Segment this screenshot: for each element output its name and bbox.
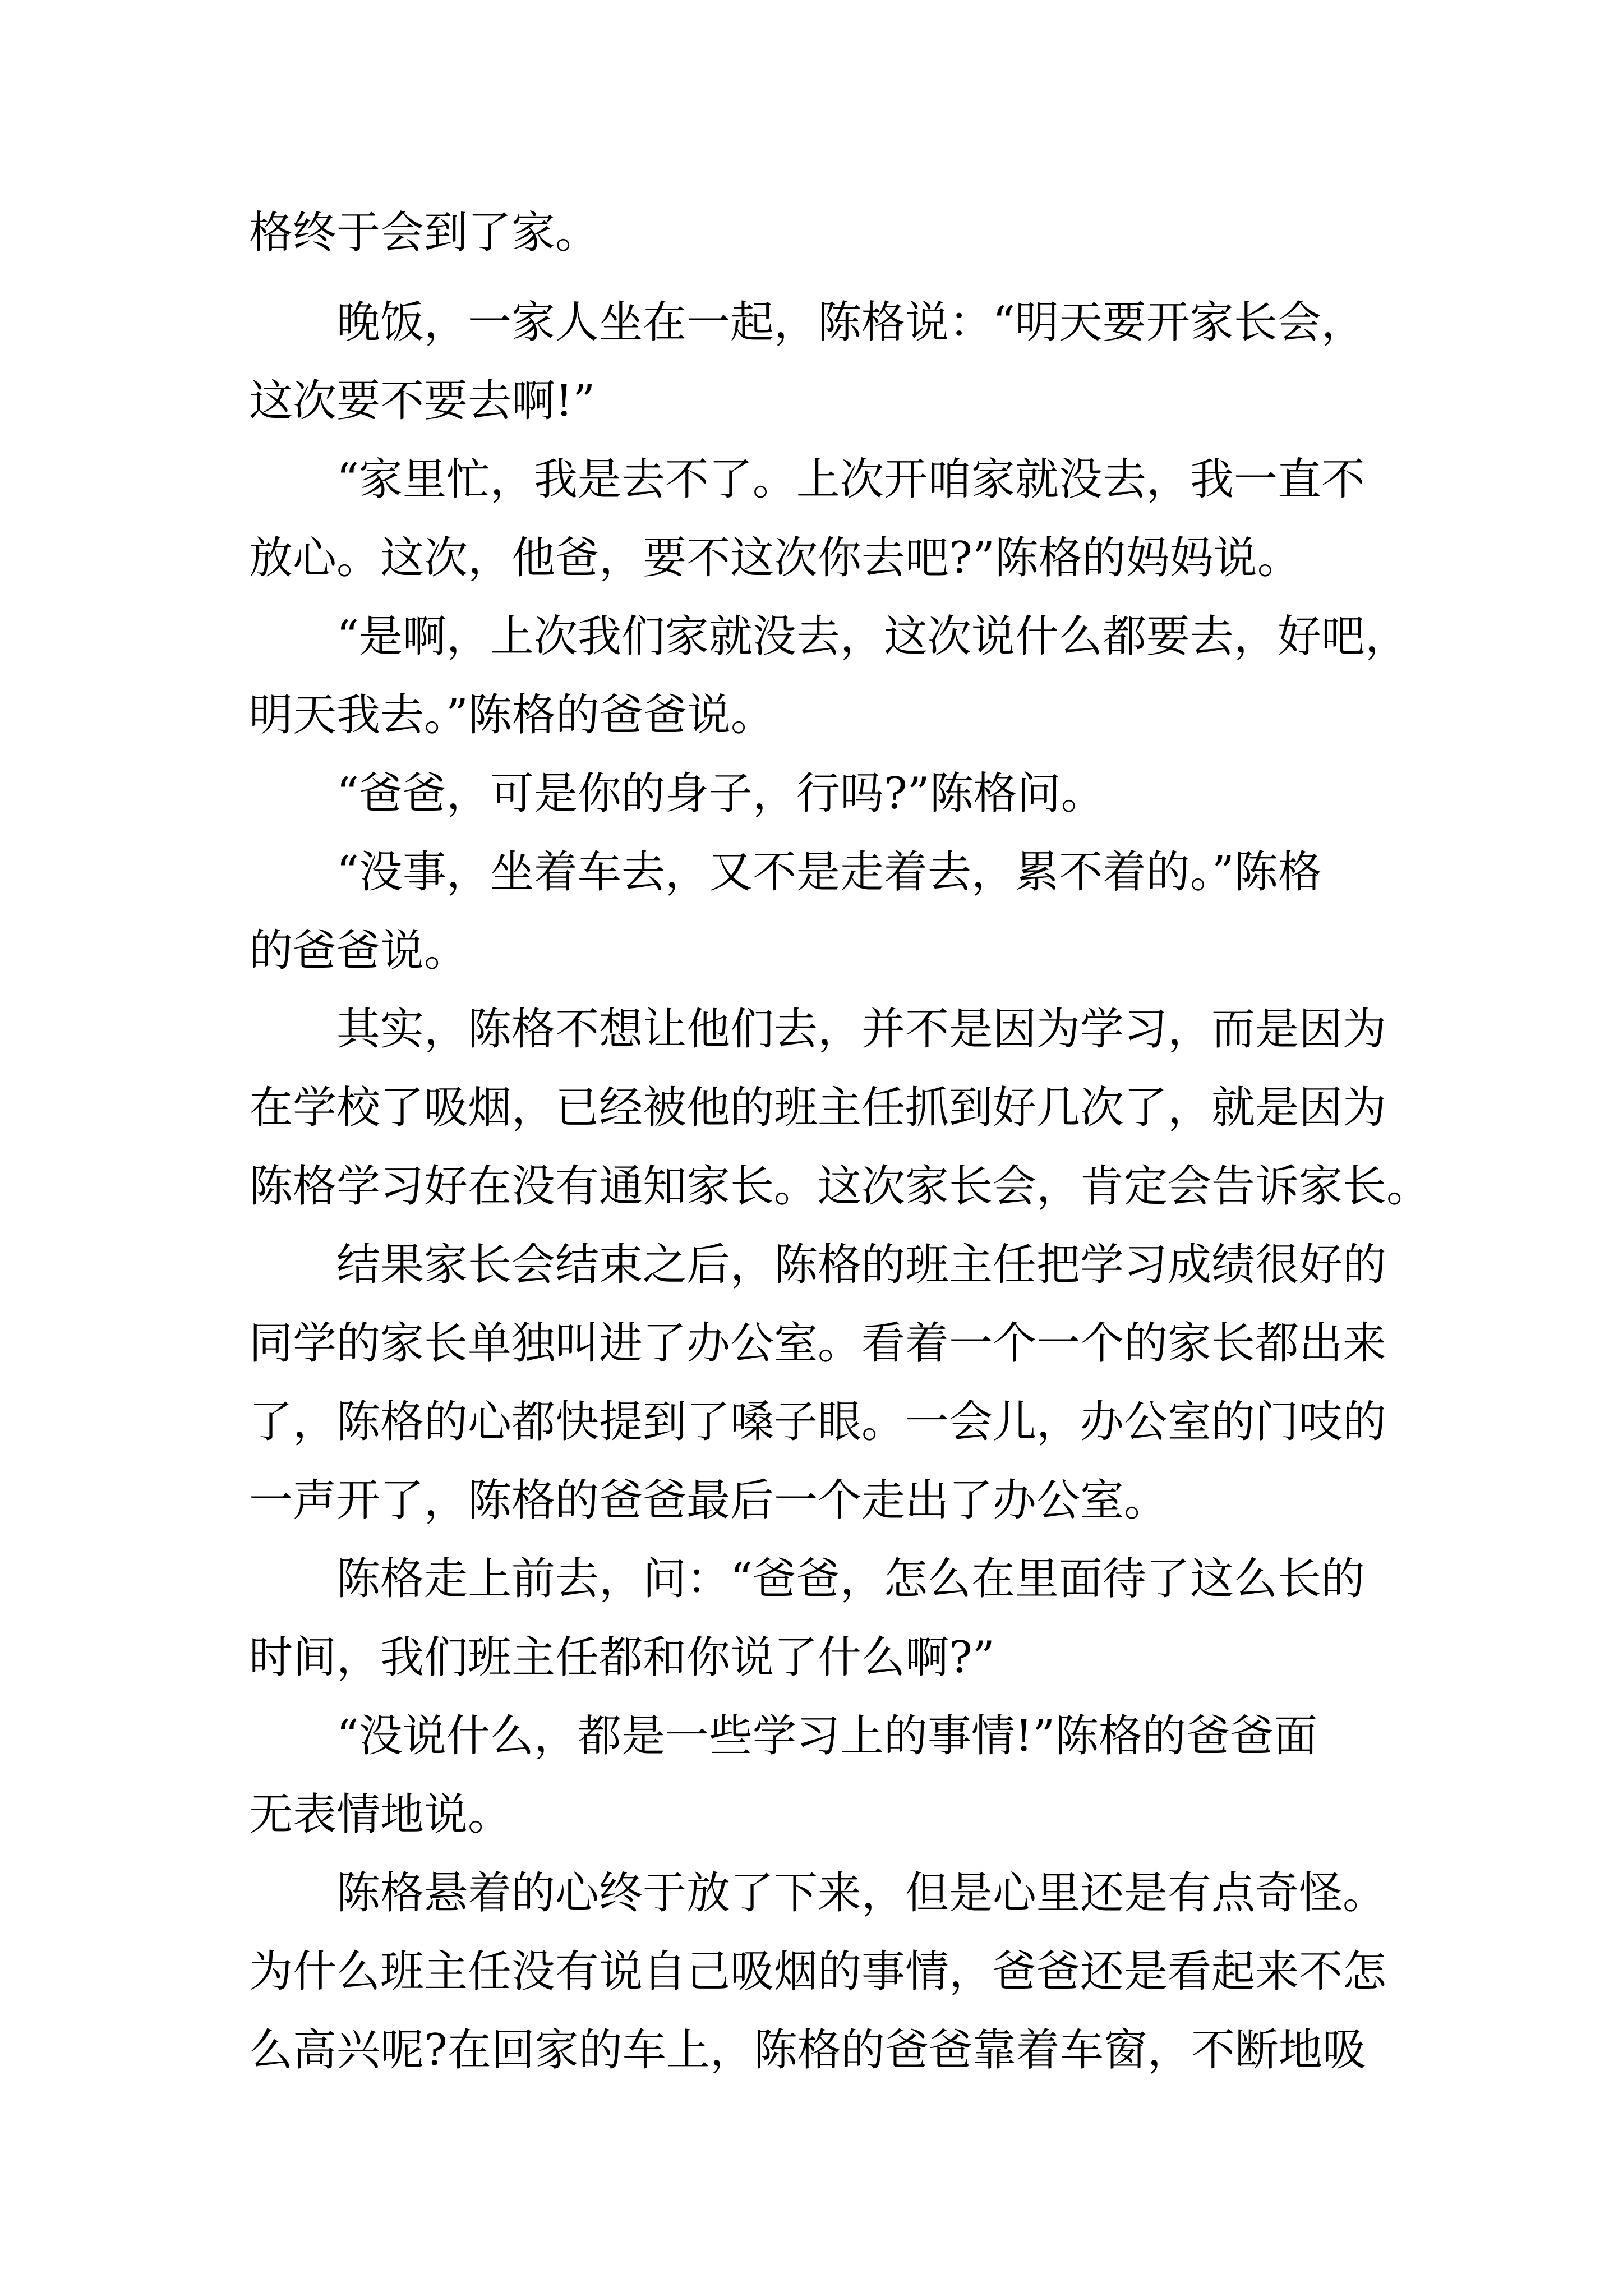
- text-line: 么高兴呢?在回家的车上，陈格的爸爸靠着车窗，不断地吸: [249, 2025, 1366, 2076]
- text-line: 格终于会到了家。: [249, 208, 600, 258]
- text-line: 为什么班主任没有说自己吸烟的事情，爸爸还是看起来不怎: [249, 1947, 1387, 1997]
- paragraph-start-line: “没事，坐着车去，又不是走着去，累不着的。”陈格: [336, 847, 1322, 898]
- paragraph-start-line: “没说什么，都是一些学习上的事情!”陈格的爸爸面: [336, 1711, 1318, 1761]
- paragraph-start-line: 陈格走上前去，问：“爸爸，怎么在里面待了这么长的: [336, 1554, 1365, 1604]
- paragraph-start-line: “是啊，上次我们家就没去，这次说什么都要去，好吧，: [336, 611, 1409, 662]
- text-line: 无表情地说。: [249, 1789, 512, 1840]
- paragraph-start-line: “爸爸，可是你的身子，行吗?”陈格问。: [336, 769, 1105, 819]
- text-line: 一声开了，陈格的爸爸最后一个走出了办公室。: [249, 1475, 1168, 1526]
- paragraph-start-line: 结果家长会结束之后，陈格的班主任把学习成绩很好的: [336, 1240, 1387, 1290]
- text-line: 了，陈格的心都快提到了嗓子眼。一会儿，办公室的门吱的: [249, 1397, 1387, 1447]
- text-line: 的爸爸说。: [249, 926, 468, 976]
- text-line: 时间，我们班主任都和你说了什么啊?”: [249, 1632, 995, 1683]
- text-line: 同学的家长单独叫进了办公室。看着一个一个的家长都出来: [249, 1318, 1387, 1369]
- paragraph-start-line: “家里忙，我是去不了。上次开咱家就没去，我一直不: [336, 454, 1365, 505]
- text-line: 放心。这次，他爸，要不这次你去吧?”陈格的妈妈说。: [249, 533, 1301, 583]
- text-line: 在学校了吸烟，已经被他的班主任抓到好几次了，就是因为: [249, 1083, 1387, 1133]
- paragraph-start-line: 晚饭，一家人坐在一起，陈格说：“明天要开家长会，: [336, 297, 1365, 348]
- paragraph-start-line: 其实，陈格不想让他们去，并不是因为学习，而是因为: [336, 1004, 1387, 1055]
- text-line: 陈格学习好在没有通知家长。这次家长会，肯定会告诉家长。: [249, 1161, 1431, 1212]
- paragraph-start-line: 陈格悬着的心终于放了下来，但是心里还是有点奇怪。: [336, 1868, 1387, 1918]
- text-line: 明天我去。”陈格的爸爸说。: [249, 690, 774, 740]
- text-line: 这次要不要去啊!”: [249, 376, 596, 426]
